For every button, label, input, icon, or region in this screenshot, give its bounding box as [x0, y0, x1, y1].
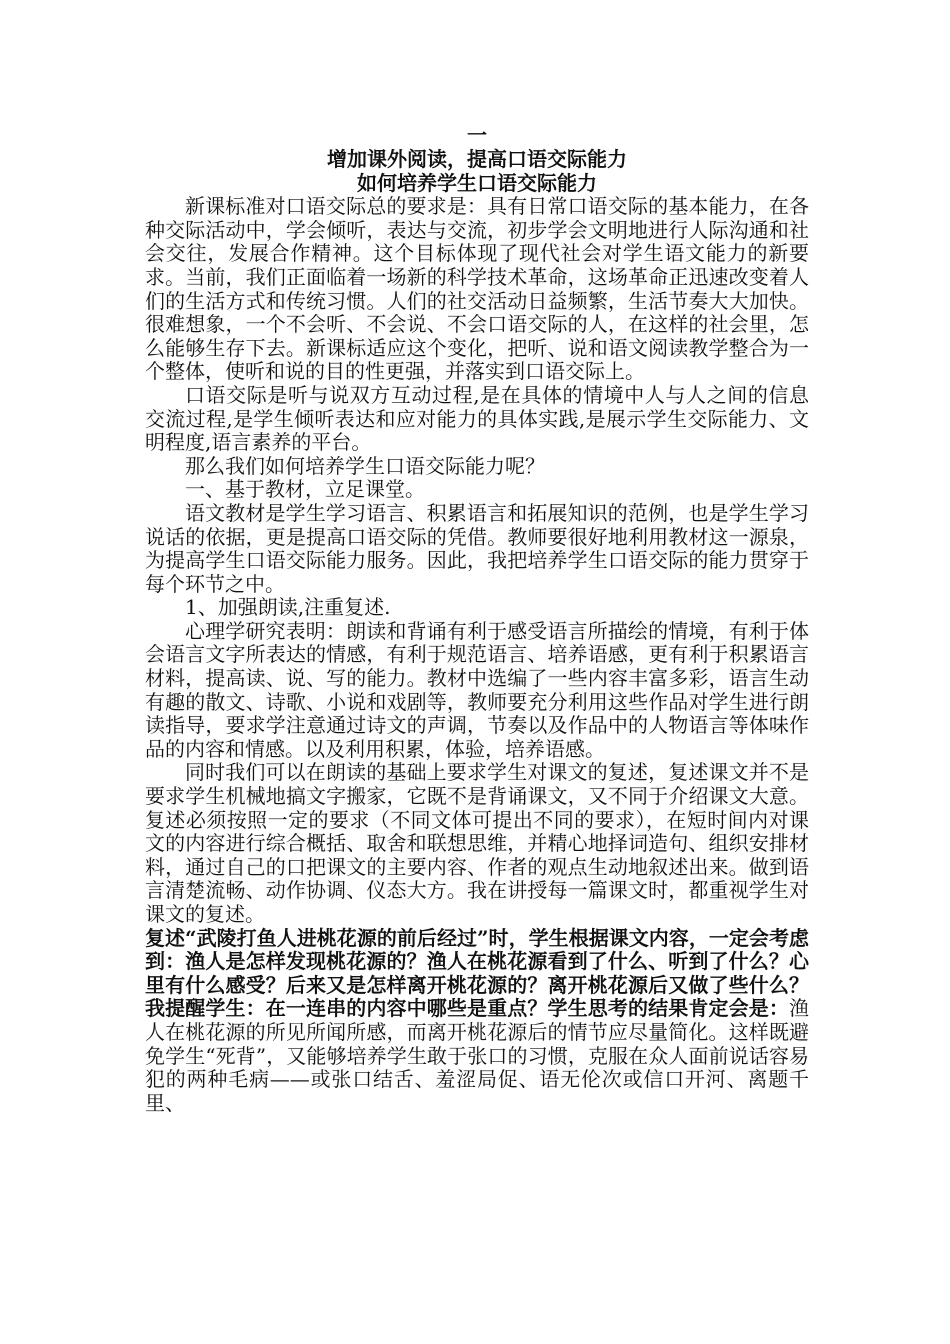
- paragraph-question: 那么我们如何培养学生口语交际能力呢？: [185, 453, 545, 478]
- paragraph-psychology: 心理学研究表明：朗读和背诵有利于感受语言所描绘的情境，有利于体会语言文字所表达的情感，有利于规范语言、培养语感，更有利于积累语言材料，提高读、说、写的能力。教材中选编了一些内容丰富多彩，语言生动有趣的散文、诗歌、小说和戏剧等，教师要充分利用这些作品对学生进行朗读指导，要求学注意通过诗文的声调，节奏以及作品中的人物语言等体味作品的内容和情感。以及利用积累，体验，培养语感。: [145, 618, 809, 761]
- document-page: [145, 122, 809, 1115]
- document-title: 增加课外阅读，提高口语交际能力: [327, 147, 627, 171]
- paragraph-example-rest: 渔人在桃花源的所见所闻所感，而离开桃花源后的情节应尽量简化。这样既避免学生“死背”，又能够培养学生敢于张口的习惯，克服在众人面前说话容易犯的两种毛病——或张口结舌、羞涩局促、语无伦次或信口开河、离题千里、: [145, 996, 809, 1115]
- document-subtitle: 如何培养学生口语交际能力: [357, 170, 597, 195]
- section-heading-1: 一、基于教材，立足课堂。: [185, 477, 425, 502]
- paragraph-definition: 口语交际是听与说双方互动过程,是在具体的情境中人与人之间的信息交流过程,是学生倾听表达和应对能力的具体实践,是展示学生交际能力、文明程度,语言素养的平台。: [145, 382, 809, 455]
- paragraph-retelling: 同时我们可以在朗读的基础上要求学生对课文的复述，复述课文并不是要求学生机械地搞文字搬家，它既不是背诵课文，又不同于介绍课文大意。复述必须按照一定的要求（不同文体可提出不同的要求），在短时间内对课文的内容进行综合概括、取舍和联想思维，并精心地择词造句、组织安排材料，通过自己的口把课文的主要内容、作者的观点生动地叙述出来。做到语言清楚流畅、动作协调、仪态大方。我在讲授每一篇课文时，都重视学生对课文的复述。: [145, 760, 809, 926]
- heading-dash: 一: [467, 123, 487, 147]
- subsection-heading-1: 1、加强朗读,注重复述.: [185, 595, 391, 620]
- paragraph-textbook: 语文教材是学生学习语言、积累语言和拓展知识的范例，也是学生学习说话的依据，更是提高口语交际的凭借。教师要很好地利用教材这一源泉，为提高学生口语交际能力服务。因此，我把培养学生口语交际的能力贯穿于每个环节之中。: [145, 500, 809, 596]
- paragraph-intro: 新课标准对口语交际总的要求是：具有日常口语交际的基本能力，在各种交际活动中，学会倾听，表达与交流，初步学会文明地进行人际沟通和社会交往，发展合作精神。这个目标体现了现代社会对学生语文能力的新要求。当前，我们正面临着一场新的科学技术革命，这场革命正迅速改变着人们的生活方式和传统习惯。人们的社交活动日益频繁，生活节奏大大加快。很难想象，一个不会听、不会说、不会口语交际的人，在这样的社会里，怎么能够生存下去。新课标适应这个变化，把听、说和语文阅读教学整合为一个整体，使听和说的目的性更强，并落实到口语交际上。: [145, 194, 809, 384]
- paragraph-example: [145, 927, 809, 1116]
- paragraph-example-bold: 复述“武陵打鱼人进桃花源的前后经过”时，学生根据课文内容，一定会考虑到：渔人是怎样发现桃花源的？渔人在桃花源看到了什么、听到了什么？心里有什么感受？后来又是怎样离开桃花源的？离开桃花源后又做了些什么？我提醒学生：在一连串的内容中哪些是重点？学生思考的结果肯定会是：: [145, 925, 809, 1021]
